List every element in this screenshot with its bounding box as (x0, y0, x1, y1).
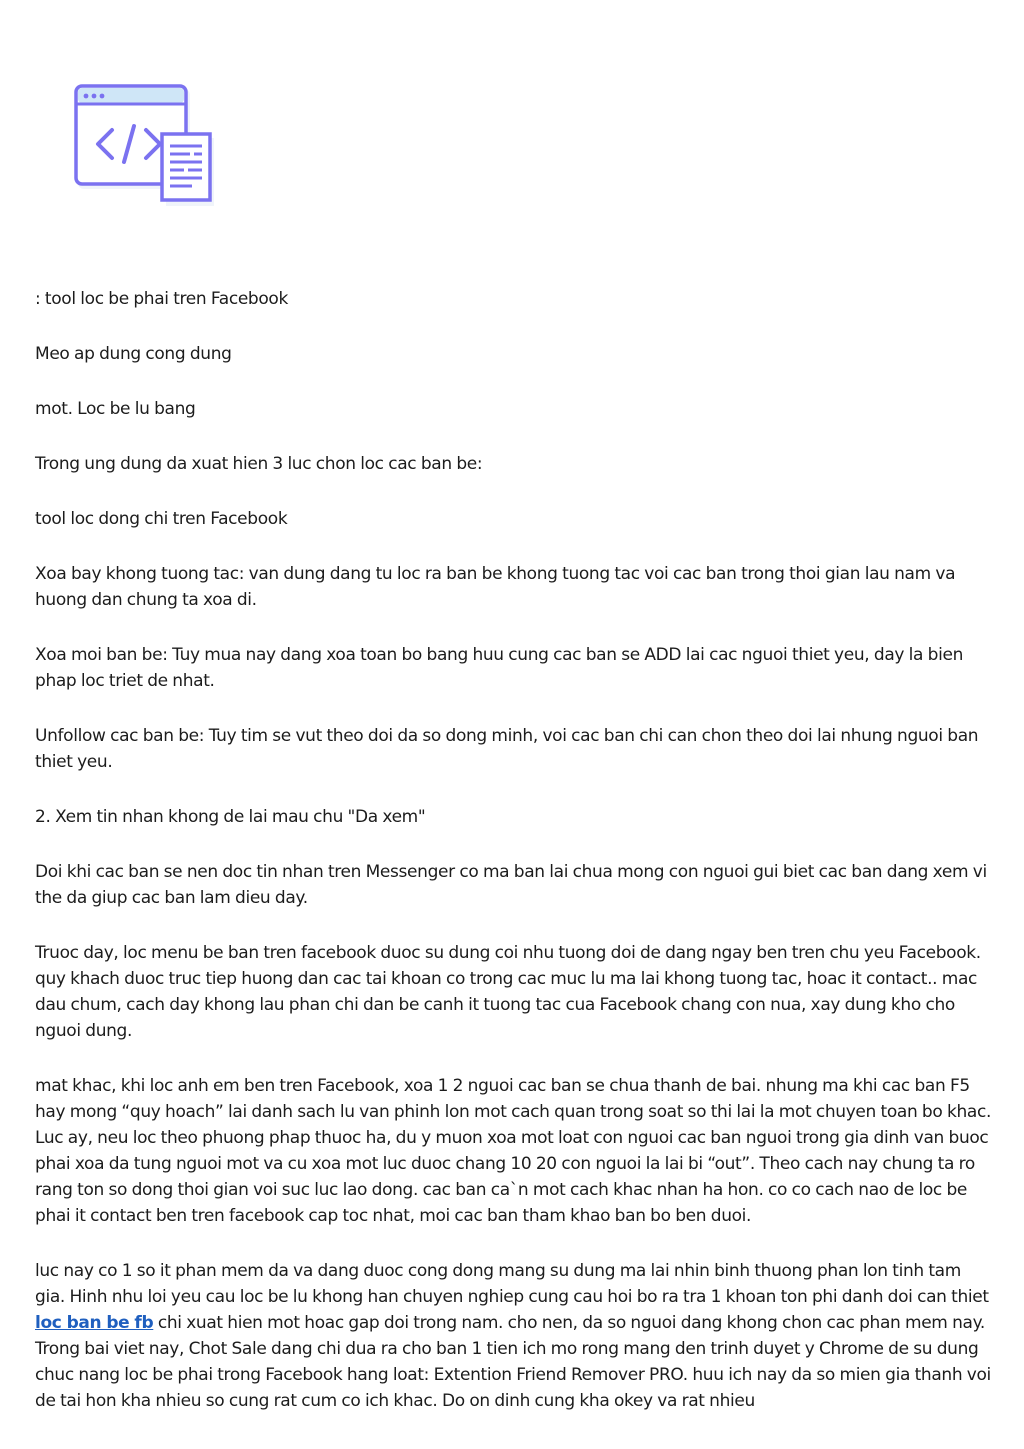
paragraph: mot. Loc be lu bang (35, 399, 196, 419)
paragraph-text-before-link: luc nay co 1 so it phan mem da va dang duoc cong dong mang su dung ma lai nhin binh thuong phan lon tinh tam gia. Hinh nhu loi yeu cau loc be lu khong han chuyen nghiep cung cau hoi bo ra tra 1 khoan ton phi danh doi can thiet (35, 1261, 989, 1307)
code-document-icon (74, 84, 216, 206)
paragraph: mat khac, khi loc anh em ben tren Facebook, xoa 1 2 nguoi cac ban se chua thanh de bai. nhung ma khi cac ban F5 hay mong “quy hoach” lai danh sach lu van phinh lon mot cach quan trong soat so thi lai la mot chuyen toan bo khac. Luc ay, neu loc theo phuong phap thuoc ha, du y muon xoa mot loat con nguoi cac ban nguoi trong gia dinh van buoc phai xoa da tung nguoi mot va cu xoa mot luc duoc chang 10 20 con nguoi la lai bi “out”. Theo cach nay chung ta ro rang ton so dong thoi gian voi suc luc lao dong. cac ban ca`n mot cach khac nhan ha hon. co co cach nao de loc be phai it contact ben tren facebook cap toc nhat, moi cac ban tham khao ban bo ben duoi. (35, 1076, 992, 1226)
paragraph: Xoa bay khong tuong tac: van dung dang tu loc ra ban be khong tuong tac voi cac ban trong thoi gian lau nam va huong dan chung ta xoa di. (35, 564, 956, 610)
article-body (35, 286, 991, 1443)
paragraph-text-after-link: chi xuat hien mot hoac gap doi trong nam. cho nen, da so nguoi dang khong chon cac phan mem nay. Trong bai viet nay, Chot Sale dang chi dua ra cho ban 1 tien ich mo rong mang den trinh duyet y Chrome de su dung chuc nang loc be phai trong Facebook hang loat: Extention Friend Remover PRO. huu ich nay da so mien gia thanh voi de tai hon kha nhieu so cung rat cum co ich khac. Do on dinh cung kha okey va rat nhieu (35, 1313, 991, 1411)
paragraph: Xoa moi ban be: Tuy mua nay dang xoa toan bo bang huu cung cac ban se ADD lai cac nguoi thiet yeu, day la bien phap loc triet de nhat. (35, 645, 964, 691)
paragraph: 2. Xem tin nhan khong de lai mau chu "Da xem" (35, 807, 426, 827)
paragraph: : tool loc be phai tren Facebook (35, 289, 288, 309)
loc-ban-be-fb-link[interactable]: loc ban be fb (35, 1313, 154, 1333)
paragraph-with-link (35, 1258, 991, 1414)
paragraph: Unfollow cac ban be: Tuy tim se vut theo doi da so dong minh, voi cac ban chi can chon theo doi lai nhung nguoi ban thiet yeu. (35, 726, 979, 772)
paragraph: Trong ung dung da xuat hien 3 luc chon loc cac ban be: (35, 454, 483, 474)
paragraph: tool loc dong chi tren Facebook (35, 509, 288, 529)
paragraph: Meo ap dung cong dung (35, 344, 232, 364)
paragraph: Truoc day, loc menu be ban tren facebook duoc su dung coi nhu tuong doi de dang ngay ben tren chu yeu Facebook. quy khach duoc truc tiep huong dan cac tai khoan co trong cac muc lu ma lai khong tuong tac, hoac it contact.. mac dau chum, cach day khong lau phan chi dan be canh it tuong tac cua Facebook chang con nua, xay dung kho cho nguoi dung. (35, 943, 981, 1041)
paragraph: Doi khi cac ban se nen doc tin nhan tren Messenger co ma ban lai chua mong con nguoi gui biet cac ban dang xem vi the da giup cac ban lam dieu day. (35, 862, 987, 908)
